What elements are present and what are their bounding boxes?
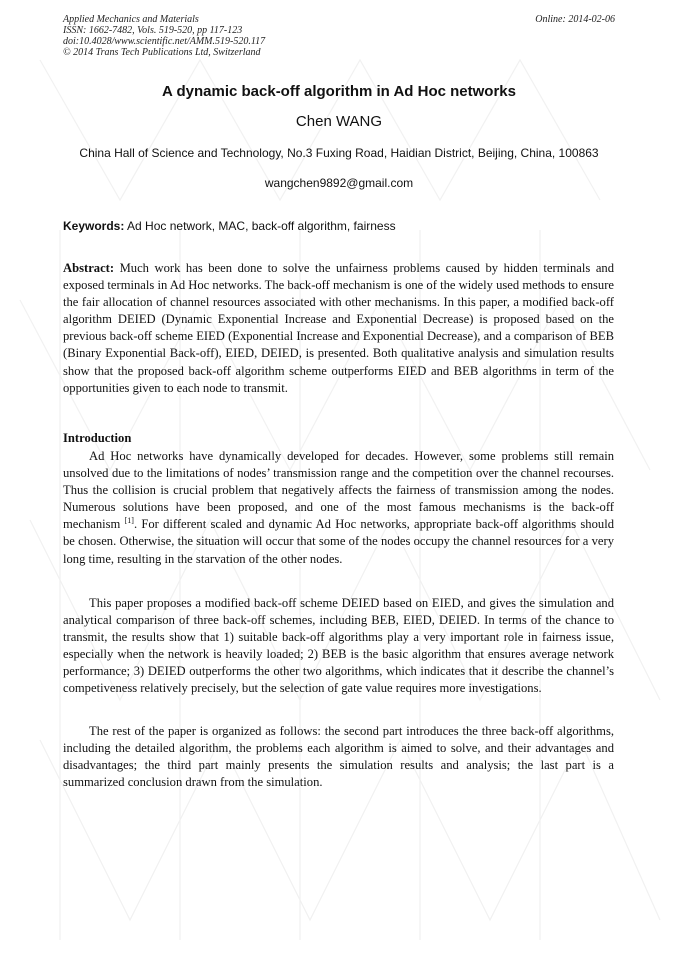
keywords-text: Ad Hoc network, MAC, back-off algorithm, fairness — [124, 219, 396, 233]
intro-p1-text-a: Ad Hoc networks have dynamically developed for decades. However, some problems still remain unsolved due to the limitations of nodes’ transmission range and the competition over the channel recourses. Thus the collision is crucial problem that negatively affects the fairness of transmission among the nodes. Numerous solutions have been proposed, and one of the most famous mechanisms is the back-off mechanism — [63, 449, 614, 532]
online-date: Online: 2014-02-06 — [535, 14, 615, 25]
author-affiliation: China Hall of Science and Technology, No.3 Fuxing Road, Haidian District, Beijing, China, 100863 — [79, 146, 599, 160]
intro-paragraph-3: The rest of the paper is organized as follows: the second part introduces the three back-off algorithms, including the detailed algorithm, the problems each algorithm is aimed to solve, and their advantages and disadvantages; the third part mainly presents the simulation results and analysis; the last part is a summarized conclusion drawn from the simulation. — [63, 724, 614, 790]
intro-paragraph-1 — [63, 448, 614, 568]
author-name: Chen WANG — [295, 113, 383, 130]
abstract-label: Abstract: — [63, 261, 115, 275]
issn-line: ISSN: 1662-7482, Vols. 519-520, pp 117-123 — [63, 25, 243, 36]
copyright-line: © 2014 Trans Tech Publications Ltd, Switzerland — [63, 47, 261, 58]
paper-title: A dynamic back-off algorithm in Ad Hoc networks — [162, 83, 516, 100]
intro-paragraph-2: This paper proposes a modified back-off scheme DEIED based on EIED, and gives the simulation and analytical comparison of three back-off schemes, including BEB, EIED, DEIED. In terms of the chance to transmit, the results show that 1) suitable back-off algorithms play a very important role in fairness issue, especially when the network is heavily loaded; 2) BEB is the basic algorithm that ensures average network performance; 3) DEIED outperforms the other two algorithms, which indicates that it describe the channel’s competiveness relatively precisely, but the selection of gate value requires more investigations. — [63, 596, 614, 696]
citation-ref-1: [1] — [124, 516, 134, 526]
introduction-heading: Introduction — [63, 431, 132, 445]
doi-line: doi:10.4028/www.scientific.net/AMM.519-520.117 — [63, 36, 266, 47]
journal-header — [63, 14, 265, 58]
intro-p1-text-b: . For different scaled and dynamic Ad Hoc networks, appropriate back-off algorithms should be chosen. Otherwise, the situation will occur that some of the nodes occupy the channel resources for a very long time, resulting in the starvation of the other nodes. — [63, 517, 614, 566]
abstract-paragraph — [63, 260, 614, 397]
journal-name: Applied Mechanics and Materials — [63, 14, 199, 25]
keywords-label: Keywords: — [63, 219, 125, 233]
abstract-text: Much work has been done to solve the unfairness problems caused by hidden terminals and exposed terminals in Ad Hoc networks. The back-off mechanism is one of the widely used methods to ensure the fair allocation of channel resources associated with other mechanisms. In this paper, a modified back-off algorithm DEIED (Dynamic Exponential Increase and Exponential Decrease) is proposed based on the previous back-off scheme EIED (Exponential Increase and Exponential Decrease), and a comparison of BEB (Binary Exponential Back-off), EIED, DEIED, is presented. Both qualitative analysis and simulation results show that the proposed back-off algorithm scheme outperforms EIED and BEB algorithms in term of the opportunities given to each node to transmit. — [63, 261, 614, 395]
keywords — [63, 219, 615, 233]
author-email: wangchen9892@gmail.com — [264, 176, 414, 190]
